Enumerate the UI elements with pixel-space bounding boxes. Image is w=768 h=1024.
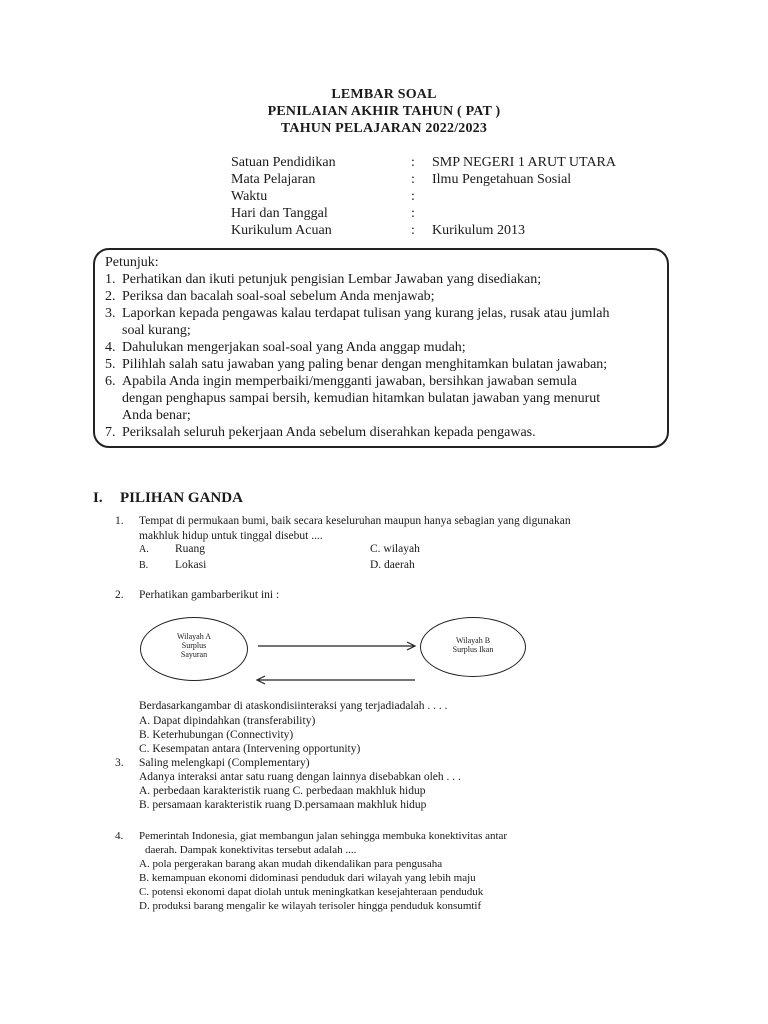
option-letter: A. [139, 544, 149, 555]
info-label: Satuan Pendidikan [231, 155, 336, 170]
region-a-label: Surplus [181, 641, 207, 650]
question-text: Pemerintah Indonesia, giat membangun jalan sehingga membuka konektivitas antar [139, 830, 508, 842]
instruction-text: Dahulukan mengerjakan soal-soal yang Anda anggap mudah; [122, 340, 466, 355]
arrows [250, 638, 420, 688]
option-b: B. kemampuan ekonomi didominasi penduduk dari wilayah yang lebih maju [139, 872, 476, 884]
section-title: PILIHAN GANDA [120, 490, 243, 506]
info-value: Kurikulum 2013 [432, 223, 525, 238]
section-number: I. [93, 490, 103, 506]
instruction-text: Laporkan kepada pengawas kalau terdapat tulisan yang kurang jelas, rusak atau jumlah [122, 306, 610, 321]
info-colon: : [411, 206, 415, 221]
instruction-text: Perhatikan dan ikuti petunjuk pengisian Lembar Jawaban yang disediakan; [122, 272, 542, 287]
instruction-text: soal kurang; [122, 323, 191, 338]
exam-title: PENILAIAN AKHIR TAHUN ( PAT ) [267, 104, 501, 119]
option-d: D. produksi barang mengalir ke wilayah terisoler hingga penduduk konsumtif [139, 900, 482, 912]
doc-title: LEMBAR SOAL [331, 87, 437, 102]
region-b-label: Wilayah B [455, 636, 491, 645]
option-letter: B. [139, 560, 149, 571]
info-value: SMP NEGERI 1 ARUT UTARA [432, 155, 617, 170]
question-number: 4. [115, 830, 124, 842]
info-label: Hari dan Tanggal [231, 206, 328, 221]
info-value: Ilmu Pengetahuan Sosial [432, 172, 572, 187]
instruction-text: Periksalah seluruh pekerjaan Anda sebelum diserahkan kepada pengawas. [122, 425, 536, 440]
question-text: Perhatikan gambarberikut ini : [139, 589, 280, 601]
option-c: C. potensi ekonomi dapat diolah untuk meningkatkan kesejahteraan penduduk [139, 886, 484, 898]
instruction-number: 5. [105, 357, 116, 372]
question-text: Tempat di permukaan bumi, baik secara keseluruhan maupun hanya sebagian yang digunakan [139, 515, 571, 527]
option-c: C. wilayah [370, 543, 420, 555]
question-text: Saling melengkapi (Complementary) [139, 757, 310, 769]
instruction-text: Anda benar; [122, 408, 191, 423]
question-text: Berdasarkangambar di ataskondisiinteraksi yang terjadiadalah . . . . [139, 700, 448, 712]
instruction-number: 7. [105, 425, 116, 440]
region-b-circle [420, 617, 526, 677]
instruction-number: 6. [105, 374, 116, 389]
info-label: Kurikulum Acuan [231, 223, 332, 238]
option-a: A. pola pergerakan barang akan mudah dikendalikan para pengusaha [139, 858, 443, 870]
info-colon: : [411, 172, 415, 187]
instruction-number: 1. [105, 272, 116, 287]
options-a-c: A. perbedaan karakteristik ruang C. perbedaan makhluk hidup [139, 785, 426, 797]
instruction-number: 3. [105, 306, 116, 321]
region-a-label: Wilayah A [176, 632, 212, 641]
info-colon: : [411, 155, 415, 170]
question-number: 2. [115, 589, 124, 601]
region-a-label: Sayuran [180, 650, 208, 659]
options-b-d: B. persamaan karakteristik ruang D.persamaan makhluk hidup [139, 799, 427, 811]
instruction-text: Pilihlah salah satu jawaban yang paling benar dengan menghitamkan bulatan jawaban; [122, 357, 608, 372]
option-d: D. daerah [370, 559, 415, 571]
academic-year: TAHUN PELAJARAN 2022/2023 [280, 121, 488, 136]
question-text: makhluk hidup untuk tinggal disebut .... [139, 530, 323, 542]
info-colon: : [411, 223, 415, 238]
option-b: B. Keterhubungan (Connectivity) [139, 729, 294, 741]
info-label: Mata Pelajaran [231, 172, 316, 187]
instruction-number: 4. [105, 340, 116, 355]
question-text: daerah. Dampak konektivitas tersebut adalah .... [145, 844, 357, 856]
region-b-label: Surplus Ikan [452, 645, 494, 654]
instruction-number: 2. [105, 289, 116, 304]
instruction-text: Apabila Anda ingin memperbaiki/mengganti jawaban, bersihkan jawaban semula [122, 374, 577, 389]
question-text: Adanya interaksi antar satu ruang dengan lainnya disebabkan oleh . . . [139, 771, 461, 783]
region-a-circle [140, 617, 248, 681]
option-c: C. Kesempatan antara (Intervening opportunity) [139, 743, 361, 755]
question-number: 1. [115, 515, 124, 527]
info-label: Waktu [231, 189, 268, 204]
info-colon: : [411, 189, 415, 204]
instruction-text: dengan penghapus sampai bersih, kemudian hitamkan bulatan jawaban yang menurut [122, 391, 601, 406]
option-a: Ruang [175, 543, 206, 555]
option-a: A. Dapat dipindahkan (transferability) [139, 715, 316, 727]
instructions-title: Petunjuk: [105, 255, 159, 270]
option-b: Lokasi [175, 559, 207, 571]
instruction-text: Periksa dan bacalah soal-soal sebelum Anda menjawab; [122, 289, 435, 304]
question-number: 3. [115, 757, 124, 769]
